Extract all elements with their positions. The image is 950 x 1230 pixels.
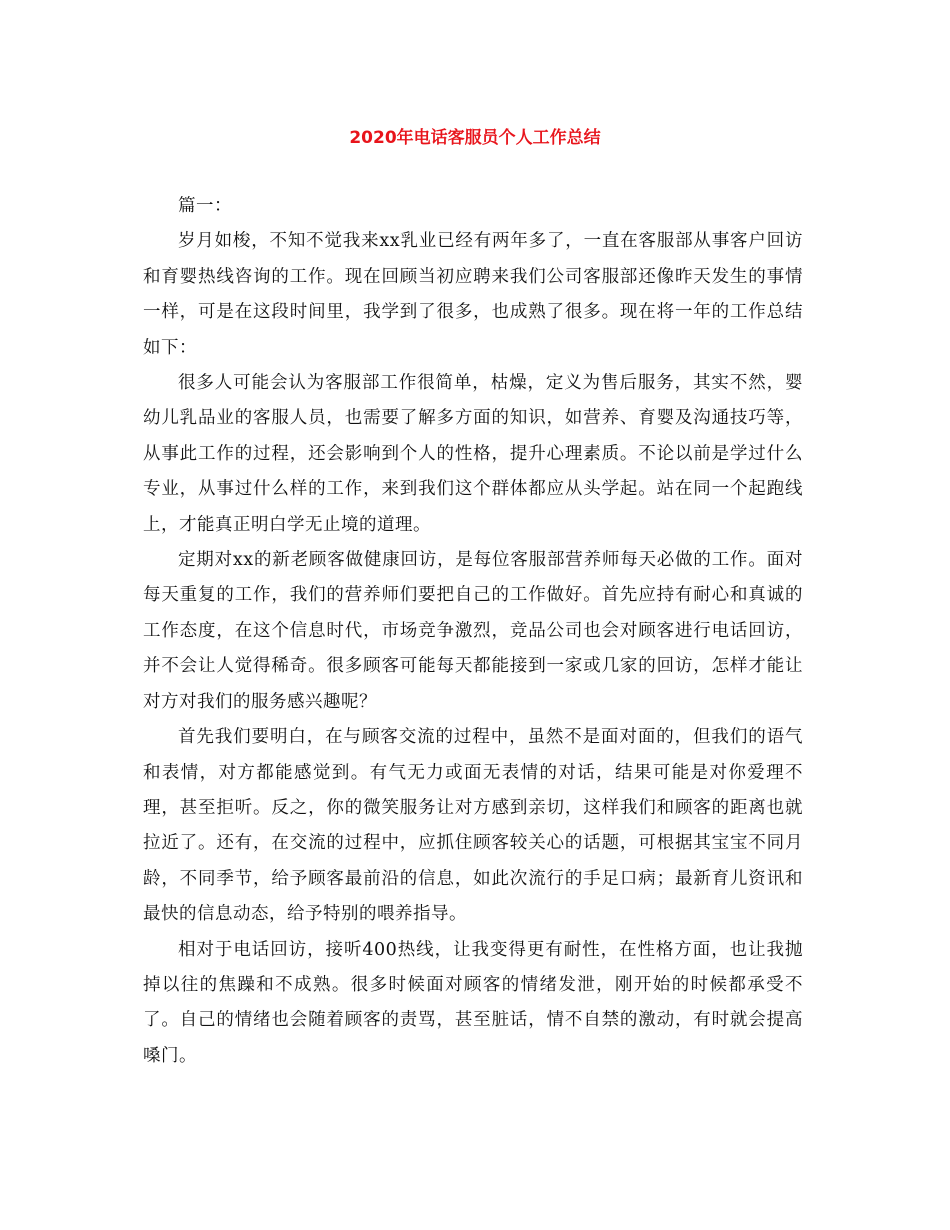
paragraph: 相对于电话回访，接听400热线，让我变得更有耐性，在性格方面，也让我抛掉以往的焦躁和不成熟。很多时候面对顾客的情绪发泄，刚开始的时候都承受不了。自己的情绪也会随着顾客的责骂，甚至脏话，情不自禁的激动，有时就会提高嗓门。: [143, 939, 803, 1066]
section-heading: 篇一：: [178, 196, 232, 216]
document-title: 2020年电话客服员个人工作总结: [349, 128, 601, 148]
document-body: [143, 189, 803, 1074]
paragraph: 岁月如梭，不知不觉我来xx乳业已经有两年多了，一直在客服部从事客户回访和育婴热线咨询的工作。现在回顾当初应聘来我们公司客服部还像昨天发生的事情一样，可是在这段时间里，我学到了很多，也成熟了很多。现在将一年的工作总结如下：: [143, 231, 803, 358]
paragraph: 很多人可能会认为客服部工作很简单，枯燥，定义为售后服务，其实不然，婴幼儿乳品业的客服人员，也需要了解多方面的知识，如营养、育婴及沟通技巧等，从事此工作的过程，还会影响到个人的性格，提升心理素质。不论以前是学过什么专业，从事过什么样的工作，来到我们这个群体都应从头学起。站在同一个起跑线上，才能真正明白学无止境的道理。: [143, 373, 803, 535]
paragraph: 首先我们要明白，在与顾客交流的过程中，虽然不是面对面的，但我们的语气和表情，对方都能感觉到。有气无力或面无表情的对话，结果可能是对你爱理不理，甚至拒听。反之，你的微笑服务让对方感到亲切，这样我们和顾客的距离也就拉近了。还有，在交流的过程中，应抓住顾客较关心的话题，可根据其宝宝不同月龄，不同季节，给予顾客最前沿的信息，如此次流行的手足口病；最新育儿资讯和最快的信息动态，给予特别的喂养指导。: [143, 727, 803, 925]
paragraph: 定期对xx的新老顾客做健康回访，是每位客服部营养师每天必做的工作。面对每天重复的工作，我们的营养师们要把自己的工作做好。首先应持有耐心和真诚的工作态度，在这个信息时代，市场竞争激烈，竞品公司也会对顾客进行电话回访，并不会让人觉得稀奇。很多顾客可能每天都能接到一家或几家的回访，怎样才能让对方对我们的服务感兴趣呢？: [143, 550, 803, 712]
